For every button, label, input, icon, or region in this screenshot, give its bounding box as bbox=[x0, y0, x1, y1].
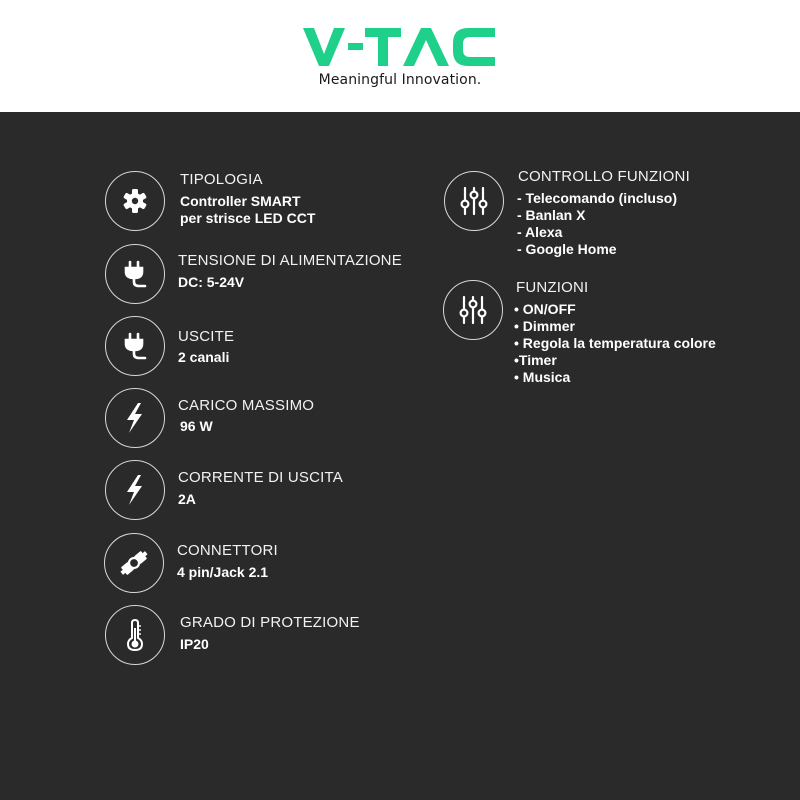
spec-icon-circle bbox=[104, 533, 164, 593]
spec-value bbox=[178, 274, 244, 291]
spec-icon-circle bbox=[105, 244, 165, 304]
spec-value bbox=[180, 418, 213, 435]
thermometer-icon bbox=[118, 618, 152, 652]
spec-value-line: 4 pin/Jack 2.1 bbox=[177, 564, 269, 580]
spec-value-line: • ON/OFF bbox=[514, 301, 576, 317]
spec-value-line: - Telecomando (incluso) bbox=[517, 190, 677, 206]
spec-value-line: per strisce LED CCT bbox=[180, 210, 316, 226]
spec-value-line: 2 canali bbox=[178, 349, 230, 365]
spec-value-line: Controller SMART bbox=[180, 193, 301, 209]
spec-value bbox=[178, 491, 196, 508]
spec-value bbox=[517, 190, 677, 258]
spec-value-line: IP20 bbox=[180, 636, 209, 652]
spec-value bbox=[514, 301, 716, 386]
spec-value-line: •Timer bbox=[514, 352, 557, 368]
spec-value-line: DC: 5-24V bbox=[178, 274, 245, 290]
spec-label: CORRENTE DI USCITA bbox=[178, 469, 343, 486]
spec-value-line: • Dimmer bbox=[514, 318, 575, 334]
spec-icon-circle bbox=[105, 316, 165, 376]
spec-value-line: • Musica bbox=[514, 369, 571, 385]
spec-value-line: • Regola la temperatura colore bbox=[514, 335, 716, 351]
brand-header bbox=[0, 0, 800, 112]
spec-label: TENSIONE DI ALIMENTAZIONE bbox=[178, 252, 402, 269]
brand-tagline: Meaningful Innovation. bbox=[318, 72, 482, 88]
vtac-logo bbox=[303, 26, 498, 68]
spec-value-line: 2A bbox=[178, 491, 196, 507]
spec-icon-circle bbox=[105, 605, 165, 665]
plug-icon bbox=[118, 257, 152, 291]
spec-value-line: - Alexa bbox=[517, 224, 563, 240]
spec-icon-circle bbox=[444, 171, 504, 231]
spec-label: TIPOLOGIA bbox=[180, 171, 263, 188]
spec-value-line: - Google Home bbox=[517, 241, 617, 257]
spec-icon-circle bbox=[443, 280, 503, 340]
gear-icon bbox=[118, 184, 152, 218]
spec-value bbox=[177, 564, 268, 581]
spec-label: CARICO MASSIMO bbox=[178, 397, 315, 414]
connector-icon bbox=[117, 546, 151, 580]
spec-label: GRADO DI PROTEZIONE bbox=[180, 614, 360, 631]
spec-value-line: - Banlan X bbox=[517, 207, 586, 223]
spec-value bbox=[180, 193, 315, 227]
spec-icon-circle bbox=[105, 460, 165, 520]
sliders-icon bbox=[457, 184, 491, 218]
spec-label: FUNZIONI bbox=[516, 279, 589, 296]
spec-icon-circle bbox=[105, 171, 165, 231]
spec-label: CONNETTORI bbox=[177, 542, 278, 559]
plug-icon bbox=[118, 329, 152, 363]
spec-value bbox=[180, 636, 209, 653]
spec-value-line: 96 W bbox=[180, 418, 213, 434]
sliders-icon bbox=[456, 293, 490, 327]
spec-label: USCITE bbox=[178, 328, 235, 345]
spec-icon-circle bbox=[105, 388, 165, 448]
spec-value bbox=[178, 349, 229, 366]
spec-label: CONTROLLO FUNZIONI bbox=[518, 168, 690, 185]
lightning-icon bbox=[118, 401, 152, 435]
lightning-icon bbox=[118, 473, 152, 507]
